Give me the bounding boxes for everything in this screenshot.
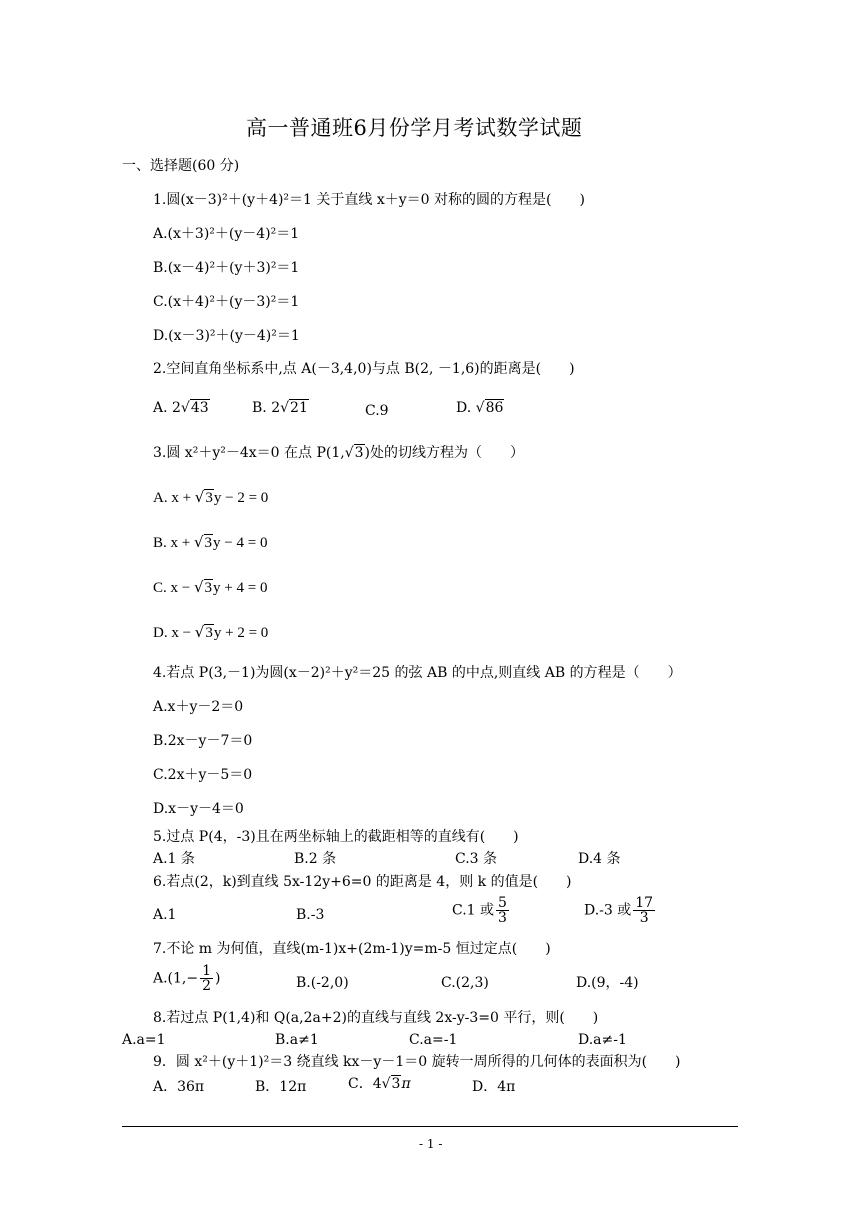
question-5-stem: 5.过点 P(4，-3)且在两坐标轴上的截距相等的直线有( ) [153, 829, 519, 845]
sqrt-symbol: √3 [193, 578, 213, 596]
sqrt-symbol: √3 [193, 533, 213, 551]
option-suffix: π [401, 1076, 411, 1092]
option-prefix: A. x + [153, 490, 195, 506]
option-prefix: D. [456, 400, 476, 416]
sqrt-symbol: √21 [280, 400, 308, 416]
question-1-stem: 1.圆(x－3)²＋(y＋4)²＝1 关于直线 x＋y＝0 对称的圆的方程是( ) [153, 192, 585, 208]
question-5-option-a: A.1 条 [153, 851, 195, 867]
question-3-option-b [153, 535, 267, 551]
numerator: 1 [202, 963, 212, 979]
option-prefix: B. 2 [252, 400, 281, 416]
question-7-option-a [153, 964, 221, 993]
numerator: 17 [635, 895, 654, 911]
stem-text: )处的切线方程为（ ） [364, 445, 524, 461]
denominator: 2 [202, 978, 212, 994]
radicand: 21 [290, 400, 308, 416]
question-6-option-c [452, 896, 511, 925]
fraction [496, 896, 509, 925]
question-1-option-c: C.(x＋4)²＋(y－3)²＝1 [153, 294, 300, 310]
question-2-option-c: C.9 [365, 403, 389, 419]
page-number: - 1 - [419, 1137, 443, 1151]
option-suffix: y + 4 = 0 [213, 580, 268, 596]
question-4-option-a: A.x＋y－2＝0 [153, 699, 244, 715]
option-prefix: A. 2 [153, 400, 181, 416]
question-9-stem: 9．圆 x²＋(y＋1)²＝3 绕直线 kx－y－1＝0 旋转一周所得的几何体的表面积为( ) [153, 1054, 681, 1070]
sqrt-symbol: √3 [344, 445, 364, 461]
option-suffix: y − 4 = 0 [213, 535, 268, 551]
question-2-option-a [153, 401, 210, 415]
option-prefix: C．4 [348, 1076, 382, 1092]
numerator: 5 [498, 895, 507, 911]
denominator: 3 [498, 910, 507, 926]
fraction [200, 964, 213, 993]
radicand: 43 [190, 400, 209, 416]
denominator: 3 [633, 910, 655, 925]
section-heading: 一、选择题(60 分) [122, 158, 240, 174]
question-7-option-c: C.(2,3) [441, 975, 489, 991]
radicand: 3 [204, 580, 213, 596]
question-2-stem: 2.空间直角坐标系中,点 A(－3,4,0)与点 B(2, －1,6)的距离是( ) [153, 361, 575, 377]
radicand: 3 [205, 625, 213, 641]
page-title: 高一普通班6月份学月考试数学试题 [246, 116, 583, 140]
question-3-option-a [153, 490, 268, 506]
radicand: 3 [354, 445, 364, 461]
question-7-option-b: B.(-2,0) [296, 975, 349, 991]
radicand: 86 [485, 400, 504, 416]
question-3-option-c [153, 580, 267, 596]
question-9-option-d: D．4π [472, 1079, 516, 1095]
option-prefix: C.1 或 [452, 902, 495, 919]
question-2-option-d [456, 401, 504, 415]
option-prefix: D. x − [153, 625, 195, 641]
option-prefix: D.-3 或 [584, 902, 632, 919]
question-1-option-b: B.(x－4)²＋(y＋3)²＝1 [153, 260, 300, 276]
question-4-option-b: B.2x－y－7＝0 [153, 733, 253, 749]
question-6-option-a: A.1 [153, 907, 177, 923]
radicand: 3 [204, 535, 213, 551]
question-5-option-b: B.2 条 [294, 851, 337, 867]
sqrt-symbol: √43 [180, 400, 209, 416]
question-8-option-c: C.a=-1 [409, 1032, 458, 1048]
question-9-option-c [348, 1077, 411, 1091]
radicand: 3 [205, 490, 213, 506]
question-3-stem [153, 446, 524, 460]
question-6-stem: 6.若点(2，k)到直线 5x-12y+6=0 的距离是 4，则 k 的值是( ) [153, 874, 572, 890]
question-8-option-a: A.a=1 [122, 1032, 166, 1048]
question-1-option-d: D.(x－3)²＋(y－4)²＝1 [153, 328, 300, 344]
stem-text: 3.圆 x²＋y²－4x＝0 在点 P(1, [153, 445, 345, 461]
footer-divider [122, 1126, 738, 1127]
question-8-option-b: B.a≠1 [275, 1032, 319, 1048]
option-suffix: ) [215, 970, 221, 987]
question-4-option-c: C.2x＋y－5＝0 [153, 767, 253, 783]
question-4-stem: 4.若点 P(3,－1)为圆(x－2)²＋y²＝25 的弦 AB 的中点,则直线 AB 的方程是（ ） [153, 665, 682, 681]
question-9-option-a: A．36π [153, 1079, 205, 1095]
question-5-option-d: D.4 条 [578, 851, 621, 867]
question-8-stem: 8.若过点 P(1,4)和 Q(a,2a+2)的直线与直线 2x-y-3=0 平行，则( ) [153, 1010, 599, 1026]
option-prefix: A.(1,− [153, 970, 199, 987]
question-6-option-d [584, 896, 657, 925]
question-6-option-b: B.-3 [296, 907, 325, 923]
question-3-option-d [153, 625, 268, 641]
option-prefix: C. x − [153, 580, 194, 596]
question-2-option-b [252, 401, 309, 415]
question-7-stem: 7.不论 m 为何值，直线(m-1)x+(2m-1)y=m-5 恒过定点( ) [153, 941, 551, 957]
sqrt-symbol: √3 [381, 1076, 401, 1092]
question-9-option-b: B．12π [255, 1079, 307, 1095]
question-7-option-d: D.(9，-4) [576, 975, 639, 991]
question-4-option-d: D.x－y－4＝0 [153, 801, 244, 817]
option-suffix: y + 2 = 0 [213, 625, 269, 641]
question-5-option-c: C.3 条 [455, 851, 498, 867]
sqrt-symbol: √3 [194, 623, 213, 641]
option-suffix: y − 2 = 0 [213, 490, 269, 506]
question-1-option-a: A.(x＋3)²＋(y－4)²＝1 [153, 226, 300, 242]
radicand: 3 [391, 1076, 401, 1092]
sqrt-symbol: √3 [194, 488, 213, 506]
fraction [633, 896, 655, 925]
sqrt-symbol: √86 [475, 400, 504, 416]
option-prefix: B. x + [153, 535, 194, 551]
question-8-option-d: D.a≠-1 [578, 1032, 627, 1048]
